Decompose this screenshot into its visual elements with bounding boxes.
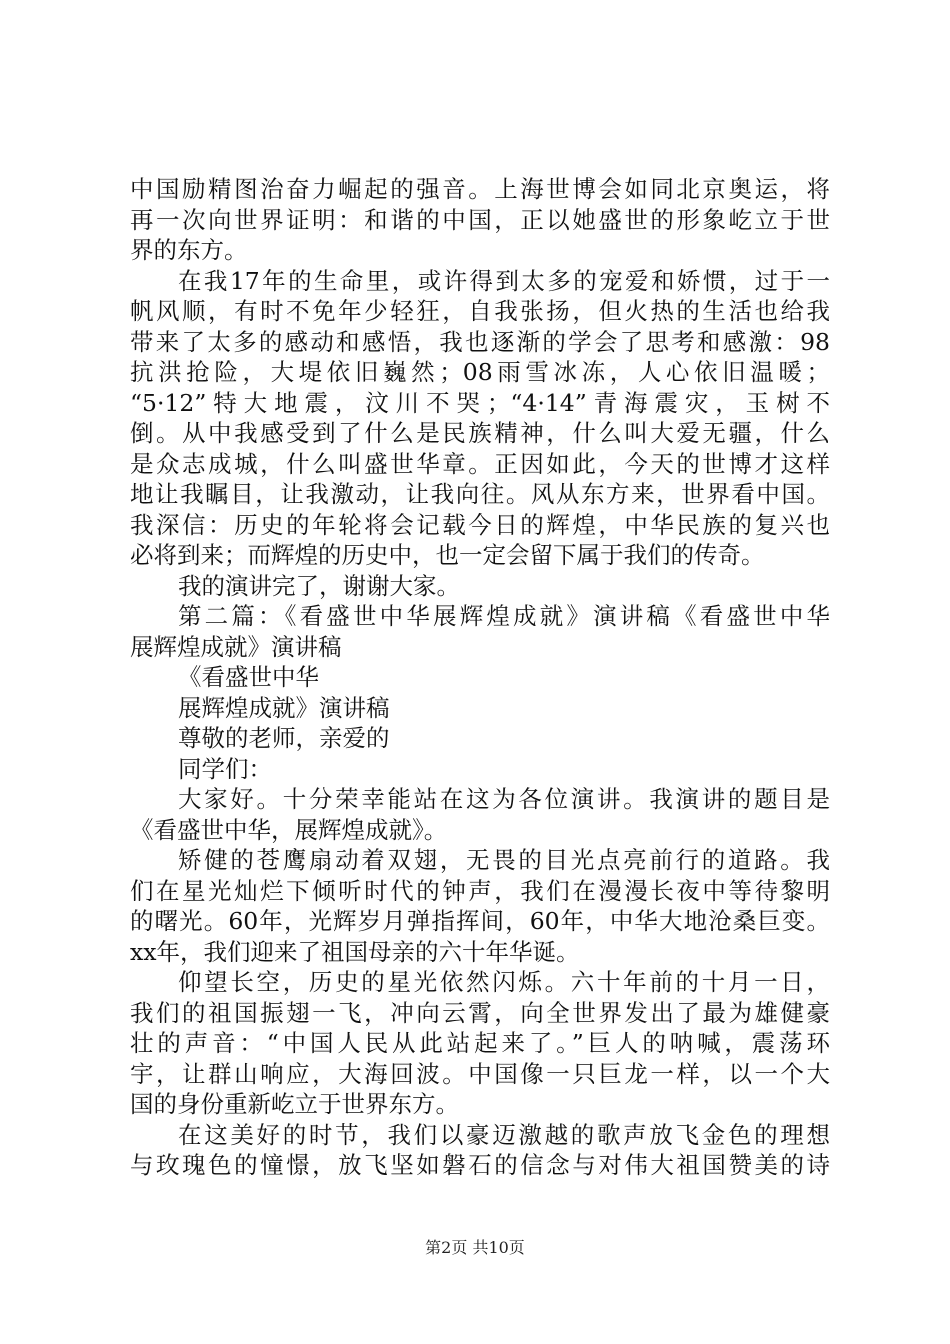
- text-line: 们在星光灿烂下倾听时代的钟声，我们在漫漫长夜中等待黎明: [130, 876, 830, 905]
- text-line: “5·12”特大地震，汶川不哭；“4·14”青海震灾，玉树不: [130, 388, 830, 417]
- text-line: 抗洪抢险，大堤依旧巍然；08雨雪冰冻，人心依旧温暖；: [130, 358, 830, 386]
- text-line: 界的东方。: [130, 236, 248, 264]
- text-line: 第二篇：《看盛世中华展辉煌成就》演讲稿《看盛世中华: [178, 602, 830, 630]
- text-line: 我们的祖国振翅一飞，冲向云霄，向全世界发出了最为雄健豪: [130, 998, 830, 1027]
- text-line: 带来了太多的感动和感悟，我也逐渐的学会了思考和感激：98: [130, 327, 830, 356]
- text-line: 宇，让群山响应，大海回波。中国像一只巨龙一样，以一个大: [130, 1059, 830, 1088]
- text-line: 倒。从中我感受到了什么是民族精神，什么叫大爱无疆，什么: [130, 419, 830, 447]
- text-line: 帆风顺，有时不免年少轻狂，自我张扬，但火热的生活也给我: [130, 297, 830, 325]
- text-line: 的曙光。60年，光辉岁月弹指挥间，60年，中华大地沧桑巨变。: [130, 907, 830, 935]
- text-line: 必将到来；而辉煌的历史中，也一定会留下属于我们的传奇。: [130, 541, 765, 569]
- text-line: 在我17年的生命里，或许得到太多的宠爱和娇惯，过于一: [178, 266, 830, 295]
- text-line: 再一次向世界证明：和谐的中国，正以她盛世的形象屹立于世: [130, 205, 830, 234]
- text-line: xx年，我们迎来了祖国母亲的六十年华诞。: [130, 937, 580, 966]
- text-line: 《看盛世中华，展辉煌成就》。: [130, 815, 448, 844]
- text-line: 《看盛世中华: [178, 663, 319, 691]
- text-line: 与玫瑰色的憧憬，放飞坚如磐石的信念与对伟大祖国赞美的诗: [130, 1151, 830, 1179]
- text-line: 壮的声音：“中国人民从此站起来了。”巨人的呐喊，震荡环: [130, 1029, 830, 1057]
- text-line: 地让我瞩目，让我激动，让我向往。风从东方来，世界看中国。: [130, 480, 830, 508]
- text-line: 展辉煌成就》演讲稿: [178, 693, 390, 722]
- page-number: 第2页 共10页: [425, 1238, 525, 1257]
- text-line: 我深信：历史的年轮将会记载今日的辉煌，中华民族的复兴也: [130, 510, 830, 539]
- text-line: 大家好。十分荣幸能站在这为各位演讲。我演讲的题目是: [178, 785, 830, 813]
- text-line: 展辉煌成就》演讲稿: [130, 632, 342, 661]
- text-line: 国的身份重新屹立于世界东方。: [130, 1090, 459, 1118]
- text-line: 是众志成城，什么叫盛世华章。正因如此，今天的世博才这样: [130, 449, 830, 478]
- text-line: 尊敬的老师，亲爱的: [178, 724, 390, 752]
- page-footer: [0, 1238, 950, 1258]
- text-line: 中国励精图治奋力崛起的强音。上海世博会如同北京奥运，将: [130, 175, 830, 203]
- text-line: 我的演讲完了，谢谢大家。: [178, 571, 460, 600]
- text-line: 仰望长空，历史的星光依然闪烁。六十年前的十月一日，: [178, 968, 830, 996]
- text-line: 在这美好的时节，我们以豪迈激越的歌声放飞金色的理想: [178, 1120, 830, 1149]
- document-body: [130, 174, 830, 1181]
- text-line: 矫健的苍鹰扇动着双翅，无畏的目光点亮前行的道路。我: [178, 846, 830, 874]
- text-line: 同学们：: [178, 754, 272, 783]
